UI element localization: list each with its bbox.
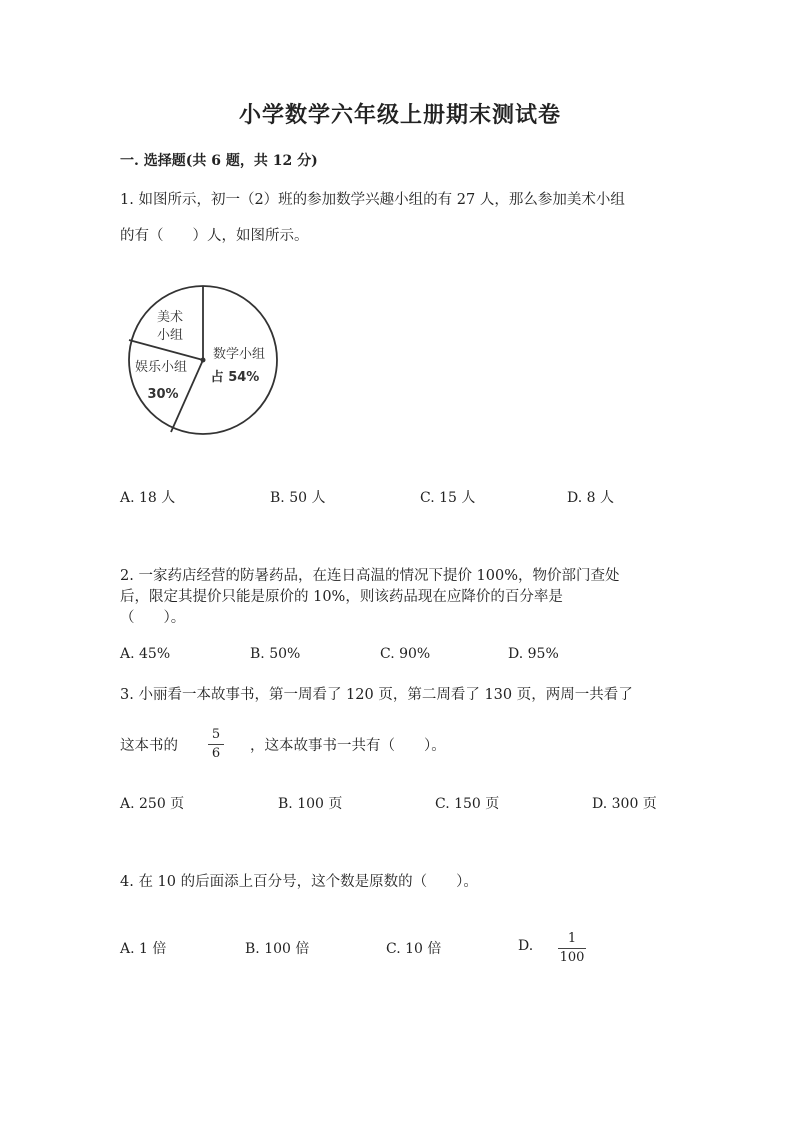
q2-option-d[interactable]: D. 95% [508, 646, 559, 662]
q4-line1: 4. 在 10 的后面添上百分号，这个数是原数的（ ）。 [120, 874, 478, 890]
q2-line1: 2. 一家药店经营的防暑药品，在连日高温的情况下提价 100%，物价部门查处 [120, 568, 620, 584]
q4-option-c[interactable]: C. 10 倍 [386, 941, 442, 957]
q2-line3: （ ）。 [120, 610, 186, 626]
q1-option-c[interactable]: C. 15 人 [420, 490, 476, 506]
label-art-2: 小组 [156, 328, 184, 343]
q2-option-c[interactable]: C. 90% [380, 646, 431, 662]
q1-option-d[interactable]: D. 8 人 [567, 490, 614, 506]
page-title: 小学数学六年级上册期末测试卷 [238, 102, 561, 128]
q4-option-d-fraction[interactable] [558, 931, 586, 966]
pie-center-dot [201, 358, 206, 363]
q4-fraction-denominator: 100 [559, 950, 585, 965]
q4-option-b[interactable]: B. 100 倍 [245, 941, 310, 957]
section-heading: 一. 选择题(共 6 题，共 12 分) [120, 153, 318, 169]
q4-fraction-numerator: 1 [567, 931, 577, 946]
q1-option-a[interactable]: A. 18 人 [120, 490, 176, 506]
q1-line1: 1. 如图所示，初一（2）班的参加数学兴趣小组的有 27 人，那么参加美术小组 [120, 192, 625, 208]
q3-fraction-denominator: 6 [211, 746, 221, 761]
q4-option-a[interactable]: A. 1 倍 [120, 941, 167, 957]
q2-line2: 后，限定其提价只能是原价的 10%，则该药品现在应降价的百分率是 [120, 589, 563, 605]
label-entertain-1: 娱乐小组 [134, 360, 188, 375]
pie-chart [118, 278, 283, 443]
label-math-2: 占 54% [210, 370, 260, 385]
label-art-1: 美术 [156, 310, 184, 325]
q2-option-a[interactable]: A. 45% [120, 646, 171, 662]
q3-option-b[interactable]: B. 100 页 [278, 796, 343, 812]
q4-fraction-bar [558, 948, 586, 949]
q3-fraction [208, 727, 224, 762]
q3-fraction-bar [208, 744, 224, 745]
q3-line1: 3. 小丽看一本故事书，第一周看了 120 页，第二周看了 130 页，两周一共看了 [120, 687, 633, 703]
q3-fraction-numerator: 5 [211, 727, 221, 742]
q3-option-c[interactable]: C. 150 页 [435, 796, 500, 812]
q1-line2: 的有（ ）人，如图所示。 [120, 228, 309, 244]
q3-post-text: ，这本故事书一共有（ ）。 [250, 738, 446, 754]
q3-pre-text: 这本书的 [120, 738, 178, 754]
q3-option-a[interactable]: A. 250 页 [120, 796, 185, 812]
label-entertain-2: 30% [147, 387, 179, 402]
label-math-1: 数学小组 [212, 347, 266, 362]
q3-option-d[interactable]: D. 300 页 [592, 796, 657, 812]
q2-option-b[interactable]: B. 50% [250, 646, 301, 662]
q4-option-d[interactable]: D. [518, 938, 534, 954]
q1-option-b[interactable]: B. 50 人 [270, 490, 326, 506]
